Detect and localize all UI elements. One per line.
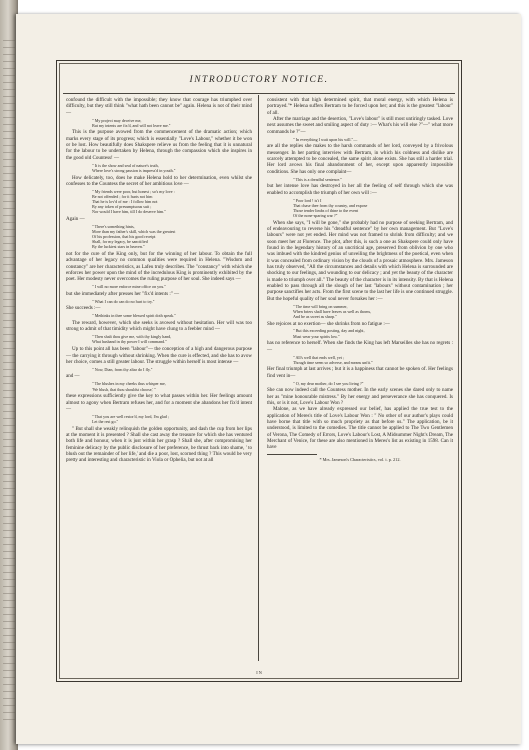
- paragraph: these expressions sufficiently give the key to what passes within her. Her feelings amount almost to agony when Bertram refuses her, and for a moment she abandons her fix'd intent —: [66, 393, 252, 412]
- verse-quote: [92, 189, 252, 214]
- verse-quote: [293, 304, 453, 319]
- paragraph: How delicately, too, does he make Helena hold to her determination, even whilst she confesses to the Countess the secret of her ambitious love —: [66, 174, 252, 187]
- verse-line: " The time will bring on summer,: [293, 303, 348, 309]
- verse-line: That he is lov'd of me : I follow him not: [92, 198, 158, 204]
- paragraph: When she says, "I will be gone," she probably had no purpose of seeking Bertram, and of endeavouring to reverse his "dreadful sentence" by her own management. But "Love's labours" were not yet ended. Her mind was not framed to shrink from difficulty; and we soon meet her at Florence. The plot, after this, is such a one as Shakspere could only have found in the legendary history of an uncritical age, preserved from oblivion by one who was imbued with the kindred genius of unveiling the brightness of the poetical, even when it was concealed from ordinary vision by the clouds of a prosaic atmosphere. Mrs. Jameson has truly observed, "All the circumstances and details with which Helena is surrounded are shocking to our feelings, and wounding to our delicacy ; and yet the beauty of the character is made to triumph over all." The beauty of the character is in its intensity. By that is Helena enabled to pass through all the slough of her last "labours" without contamination ; her purpose sanctifies her acts. From the first scene to the last her life is one continued struggle. But the hopeful quality of her soul never forsakes her :—: [267, 219, 453, 302]
- verse-line: " My friends were poor, but honest ; so's my love :: [92, 188, 175, 194]
- paragraph: consistent with that high determined spirit, that moral energy, with which Helena is portrayed."* Helena suffers Bertram to be forced upon her; and this is the greatest "labour" of all.: [267, 97, 453, 116]
- verse-line: " Poor lord ! is't I: [293, 197, 322, 203]
- paragraph: She can now indeed call the Countess mother. In the early scenes she dared only to name her as "mine honourable mistress." By her energy and perseverance she has conquered. Is this, or is it not, Love's Labour Won ?: [267, 387, 453, 406]
- verse-line: By any token of presumptuous suit ;: [92, 204, 152, 210]
- verse-line: " There's something hints,: [92, 223, 135, 229]
- paragraph: Malone, as we have already expressed our belief, has applied the true test to the application of Meres's title of Love's Labour Won : " No other of our author's plays could have borne that title with so much propriety as that before us." The application, be it understood, is limited to the comedies. The title cannot be applied to The Two Gentlemen of Verona, The Comedy of Errors, Love's Labour's Lost, A Midsummer Night's Dream, The Merchant of Venice, for these are also mentioned in Meres's list as existing in 1598. Can it have: [267, 406, 453, 451]
- paragraph: After the marriage and the desertion, "Love's labour" is still most untiringly tasked. Love next assumes the sweet and smiling aspect of duty :— What's his will else ?"—" what more commands he ?"—: [267, 116, 453, 135]
- verse-line: " O, my dear mother, do I see you living ?": [293, 380, 364, 386]
- verse-line: Shall, for my legacy, be sanctified: [92, 239, 148, 245]
- paragraph: She succeeds :—: [66, 305, 101, 312]
- verse-quote: [293, 355, 453, 365]
- verse-quote: [92, 163, 252, 173]
- verse-line: " Now, Dian, from thy altar do I fly.": [92, 366, 153, 372]
- verse-quote: [293, 328, 453, 338]
- verse-line: Let the rest go.": [92, 418, 119, 424]
- verse-line: " This is a dreadful sentence.": [293, 176, 342, 182]
- paragraph: but her intense love has destroyed in her all the feeling of self through which she was enabled to accomplish the triumph of her own will :—: [267, 183, 453, 196]
- right-column: [267, 97, 453, 462]
- verse-line: " All's well that ends well, yet ;: [293, 354, 345, 360]
- verse-line: More than my father's skill, which was the greatest: [92, 228, 176, 234]
- paragraph: She rejoices at no exertion— she shrinks from no fatigue :—: [267, 320, 390, 327]
- verse-quote: [92, 224, 252, 249]
- footnote: * Mrs. Jameson's Characteristics, vol. i. p. 212.: [319, 456, 401, 462]
- verse-line: And be as sweet as sharp.": [293, 313, 337, 319]
- verse-line: " It is the show and seal of nature's truth,: [92, 162, 159, 168]
- verse-line: " That you are well restor'd, my lord, I'm glad ;: [92, 413, 169, 419]
- paragraph: not for the cure of the King only, but for the winning of her labour. To obtain the full advantage of her legacy no common qualities were required in Helena. "Wisdom and constancy" are her characteristics, as Lafeu truly describes. The "constancy" with which she enforces her power upon the mind of the incredulous King is prominently exhibited by the poet. Her modesty never overcomes the ruling purpose of her soul. She indeed says —: [66, 250, 252, 283]
- verse-line: By the luckiest stars in heaven.": [92, 244, 145, 250]
- verse-line: Where love's strong passion is impress'd in youth.": [92, 167, 176, 173]
- verse-line: That chase thee from thy country, and expose: [293, 202, 368, 208]
- paragraph: Her final triumph at last arrives ; but it is a happiness that cannot be spoken of. Her feelings find vent in—: [267, 366, 453, 379]
- verse-quote: [92, 367, 252, 372]
- verse-line: Of the none-sparing war ?": [293, 212, 338, 218]
- verse-line: Those tender limbs of thine to the event: [293, 207, 359, 213]
- column-divider: [258, 95, 259, 661]
- verse-line: " Methinks in thee some blessed spirit doth speak.": [92, 313, 176, 319]
- running-title: INTRODUCTORY NOTICE.: [189, 75, 329, 85]
- verse-line: " The blushes in my cheeks thus whisper me,: [92, 381, 166, 387]
- verse-quote: [92, 334, 252, 344]
- verse-quote: [293, 137, 453, 142]
- paragraph: Again —: [66, 215, 85, 222]
- verse-line: When briers shall have leaves as well as thorns,: [293, 308, 372, 314]
- paragraph: are all the replies she makes to the harsh commands of her lord, conveyed by a frivolous messenger. In her parting interview with Bertram, in which his coldness and dislike are scarcely attempted to be concealed, the same spirit alone exists. She has still a harder trial. Her lord avows his final abandonment of her, except upon apparently impossible conditions. She has only one complaint—: [267, 143, 453, 175]
- verse-quote: [92, 118, 252, 128]
- paragraph: " But shall she weakly relinquish the golden opportunity, and dash the cup from her lips at the moment it is presented ? Shall she cast away the treasure for which she has ventured both life and honour, when it is just within her grasp ? Shall she, after compromising her feminine delicacy by the public disclosure of her preference, be thrust back into shame, ' to blush out the remainder of her life,' and die a poor, lost, scorned thing ? This would be very pretty and interesting and characteristic in Viola or Ophelia, but not at all: [66, 425, 252, 464]
- paragraph: confound the difficult with the impossible; they know that courage has triumphed over difficulty, but they still think "what hath been cannot be" again. Helena is not of their mind —: [66, 97, 252, 116]
- verse-line: What husband in thy power I will command.": [92, 339, 167, 345]
- footnote-rule: [267, 454, 317, 455]
- verse-quote: [92, 381, 252, 391]
- verse-line: " Then shalt thou give me, with thy kingly hand,: [92, 334, 172, 340]
- book-page: [16, 14, 521, 744]
- verse-quote: [92, 313, 252, 318]
- verse-line: 'We blush, that thou shouldst choose,' ": [92, 386, 156, 392]
- paragraph: Up to this point all has been "labour"— the conception of a high and dangerous purpose— the carrying it through without shrinking. When the cure is effected, and she has to avow her choice, comes a still greater labour. The struggle within herself is most intense —: [66, 346, 252, 365]
- verse-line: Of his profession, that his good receipt: [92, 233, 156, 239]
- paragraph: The reward, however, which she seeks is avowed without hesitation. Her will was too strong to admit of that timidity which might have clung to a feebler mind —: [66, 320, 252, 333]
- verse-line: Be not offended ; for it hurts not him: [92, 193, 153, 199]
- verse-quote: [293, 381, 453, 386]
- text-frame: [56, 60, 462, 682]
- paragraph: and —: [66, 373, 80, 380]
- verse-quote: [293, 177, 453, 182]
- verse-line: " In everything I wait upon his will."—: [293, 136, 358, 142]
- verse-quote: [92, 284, 252, 289]
- verse-line: Nor would I have him, till I do deserve him.": [92, 209, 166, 215]
- paragraph: has no reference to herself. When she finds the King has left Marseilles she has no regrets :—: [267, 340, 453, 353]
- paragraph: This is the purpose avowed from the commencement of the dramatic action; which marks every stage of its progress; which is essentially "Love's Labour," whether it be won or be lost. How beautifully does Shakspere relieve us from the feeling that it is unnatural for the labour to be undertaken by Helena, through the compassion which she inspires in the good old Countess! —: [66, 129, 252, 161]
- verse-quote: [293, 198, 453, 218]
- left-column: [66, 97, 252, 464]
- verse-quote: [92, 299, 252, 304]
- header-rule: [63, 93, 455, 94]
- verse-line: Must wear your spirits low.": [293, 333, 340, 339]
- verse-line: " I will no more enforce mine office on you.": [92, 284, 166, 290]
- verse-line: But my intents are fix'd, and will not leave me.": [92, 122, 171, 128]
- signature-mark: I N: [256, 670, 262, 675]
- paragraph: but she immediately after presses her "fix'd intents :" —: [66, 290, 180, 297]
- verse-line: " But this exceeding posting, day and night,: [293, 328, 365, 334]
- verse-line: " What I can do can do no hurt to try.": [92, 298, 155, 304]
- verse-quote: [92, 414, 252, 424]
- verse-line: " My project may deceive me,: [92, 117, 142, 123]
- verse-line: Though time seem so adverse, and means unfit.": [293, 359, 373, 365]
